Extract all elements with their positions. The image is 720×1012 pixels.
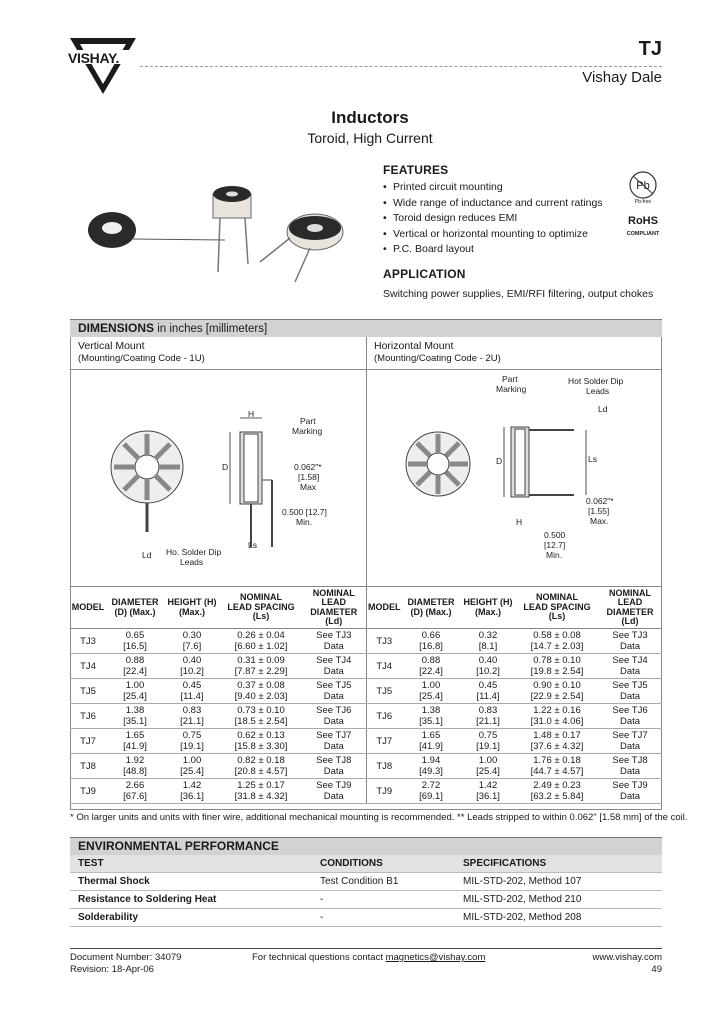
table-cell: 0.90 ± 0.10 [22.9 ± 2.54] bbox=[516, 679, 598, 704]
vertical-d-label: D bbox=[222, 462, 229, 472]
table-cell: 1.92 [48.8] bbox=[106, 754, 164, 779]
table-cell: 0.82 ± 0.18 [20.8 ± 4.57] bbox=[220, 754, 302, 779]
table-cell: See TJ7 Data bbox=[302, 729, 366, 754]
horizontal-leads-label: Hot Solder Dip bbox=[568, 376, 624, 386]
table-cell: 0.40 [10.2] bbox=[460, 654, 516, 679]
features-heading: FEATURES bbox=[383, 163, 449, 177]
vertical-mount-code: (Mounting/Coating Code - 1U) bbox=[78, 353, 205, 364]
horizontal-ld-label: Ld bbox=[598, 404, 608, 414]
env-test: Solderability bbox=[78, 912, 139, 923]
table-cell: See TJ5 Data bbox=[302, 679, 366, 704]
toroid-side-view bbox=[240, 432, 272, 547]
col-header-lead-spacing: NOMINAL LEAD SPACING (Ls) bbox=[220, 587, 302, 629]
toroid-edge-view bbox=[511, 427, 574, 497]
table-row bbox=[70, 754, 662, 779]
contact-prefix: For technical questions contact bbox=[252, 952, 386, 963]
table-cell: 0.78 ± 0.10 [19.8 ± 2.54] bbox=[516, 654, 598, 679]
table-cell: 1.65 [41.9] bbox=[402, 729, 460, 754]
toroid-front-view bbox=[111, 431, 183, 532]
footer-divider bbox=[70, 948, 662, 949]
table-cell: TJ7 bbox=[70, 729, 106, 754]
dimensions-title: DIMENSIONS bbox=[78, 321, 155, 335]
table-cell: 1.76 ± 0.18 [44.7 ± 4.57] bbox=[516, 754, 598, 779]
table-row bbox=[70, 704, 662, 729]
vertical-leads-label: Ho. Solder Dip bbox=[166, 547, 222, 557]
table-cell: 1.00 [25.4] bbox=[164, 754, 220, 779]
table-cell: 0.58 ± 0.08 [14.7 ± 2.03] bbox=[516, 629, 598, 654]
website-link[interactable]: www.vishay.com bbox=[592, 952, 662, 963]
table-cell: 0.83 [21.1] bbox=[164, 704, 220, 729]
product-photo bbox=[85, 182, 375, 292]
vertical-ld-label: Ld bbox=[142, 550, 152, 560]
env-conditions: Test Condition B1 bbox=[320, 876, 399, 887]
vertical-leads-label-2: Leads bbox=[180, 557, 204, 567]
vertical-part-marking-label-2: Marking bbox=[292, 426, 323, 436]
vertical-lead-spec-label: 0.062"* bbox=[294, 462, 322, 472]
col-header-model-2: MODEL bbox=[366, 587, 402, 629]
feature-item: • Vertical or horizontal mounting to optimize bbox=[383, 227, 623, 243]
table-cell: 1.38 [35.1] bbox=[106, 704, 164, 729]
table-cell: See TJ6 Data bbox=[302, 704, 366, 729]
dimensions-note: * On larger units and units with finer wire, additional mechanical mounting is recommended. ** Leads stripped to within 0.062" [1.58 mm] of the coil. bbox=[70, 812, 688, 823]
environmental-title: ENVIRONMENTAL PERFORMANCE bbox=[78, 839, 279, 853]
vertical-lead-len-label: 0.500 [12.7] bbox=[282, 507, 327, 517]
dimensions-table bbox=[70, 586, 662, 804]
col-header-lead-spacing-2: NOMINAL LEAD SPACING (Ls) bbox=[516, 587, 598, 629]
vertical-h-label: H bbox=[248, 409, 255, 419]
vertical-lead-spec-mm: [1.58] bbox=[298, 472, 320, 482]
table-cell: 1.38 [35.1] bbox=[402, 704, 460, 729]
dimensions-heading bbox=[78, 321, 267, 335]
table-cell: TJ4 bbox=[366, 654, 402, 679]
env-test: Thermal Shock bbox=[78, 876, 150, 887]
table-row bbox=[70, 779, 662, 804]
table-cell: 0.83 [21.1] bbox=[460, 704, 516, 729]
horizontal-leads-label-2: Leads bbox=[586, 386, 610, 396]
table-cell: 1.94 [49.3] bbox=[402, 754, 460, 779]
horizontal-lead-spec-max: Max. bbox=[590, 516, 609, 526]
env-test: Resistance to Soldering Heat bbox=[78, 894, 217, 905]
table-cell: TJ6 bbox=[366, 704, 402, 729]
table-cell: TJ3 bbox=[70, 629, 106, 654]
environmental-header-row bbox=[70, 855, 662, 873]
pb-free-icon bbox=[625, 170, 661, 204]
table-header-row bbox=[70, 587, 662, 629]
table-cell: 0.40 [10.2] bbox=[164, 654, 220, 679]
horizontal-mount-title: Horizontal Mount bbox=[374, 340, 454, 352]
env-spec: MIL-STD-202, Method 208 bbox=[463, 912, 582, 923]
environmental-heading bbox=[78, 839, 279, 853]
feature-item: • Printed circuit mounting bbox=[383, 180, 623, 196]
table-cell: 0.65 [16.5] bbox=[106, 629, 164, 654]
table-cell: 0.30 [7.6] bbox=[164, 629, 220, 654]
contact-line bbox=[252, 952, 485, 963]
table-cell: See TJ4 Data bbox=[302, 654, 366, 679]
table-row bbox=[70, 679, 662, 704]
page-title: Inductors bbox=[331, 108, 409, 127]
dimensions-units: in inches [millimeters] bbox=[157, 323, 268, 335]
env-col-specifications: SPECIFICATIONS bbox=[463, 858, 547, 869]
feature-item: • Wide range of inductance and current ratings bbox=[383, 196, 623, 212]
vertical-ls-label: Ls bbox=[248, 540, 257, 550]
env-col-conditions: CONDITIONS bbox=[320, 858, 383, 869]
feature-item: • P.C. Board layout bbox=[383, 242, 623, 258]
rohs-compliant: COMPLIANT bbox=[626, 231, 660, 237]
table-cell: 1.65 [41.9] bbox=[106, 729, 164, 754]
table-cell: See TJ3 Data bbox=[302, 629, 366, 654]
table-cell: TJ5 bbox=[366, 679, 402, 704]
horizontal-mount-code: (Mounting/Coating Code - 2U) bbox=[374, 353, 501, 364]
vertical-lead-len-min: Min. bbox=[296, 517, 313, 527]
env-spec: MIL-STD-202, Method 107 bbox=[463, 876, 582, 887]
table-cell: TJ8 bbox=[70, 754, 106, 779]
revision: Revision: 18-Apr-06 bbox=[70, 964, 154, 975]
table-cell: 1.48 ± 0.17 [37.6 ± 4.32] bbox=[516, 729, 598, 754]
features-list bbox=[383, 180, 623, 258]
table-cell: 0.88 [22.4] bbox=[106, 654, 164, 679]
toroid-top-view bbox=[406, 432, 470, 496]
table-cell: 2.72 [69.1] bbox=[402, 779, 460, 804]
vertical-lead-spec-max: Max bbox=[300, 482, 317, 492]
table-cell: See TJ3 Data bbox=[598, 629, 662, 654]
pb-label: Pb bbox=[636, 180, 650, 192]
col-header-model: MODEL bbox=[70, 587, 106, 629]
vertical-mount-title: Vertical Mount bbox=[78, 340, 145, 352]
table-cell: 1.25 ± 0.17 [31.8 ± 4.32] bbox=[220, 779, 302, 804]
table-cell: 1.22 ± 0.16 [31.0 ± 4.06] bbox=[516, 704, 598, 729]
table-cell: 1.42 [36.1] bbox=[164, 779, 220, 804]
table-cell: 0.45 [11.4] bbox=[460, 679, 516, 704]
mount-header-divider bbox=[70, 369, 662, 370]
pb-free-label: Pb-free bbox=[634, 199, 652, 204]
vertical-part-marking-label: Part bbox=[300, 416, 316, 426]
table-cell: TJ8 bbox=[366, 754, 402, 779]
horizontal-lead-len-label: 0.500 bbox=[544, 530, 566, 540]
horizontal-lead-spec-mm: [1.55] bbox=[588, 506, 610, 516]
vishay-brand: VISHAY. bbox=[68, 50, 120, 66]
table-cell: TJ3 bbox=[366, 629, 402, 654]
table-cell: 0.75 [19.1] bbox=[460, 729, 516, 754]
horizontal-lead-len-min: Min. bbox=[546, 550, 563, 560]
table-cell: TJ7 bbox=[366, 729, 402, 754]
table-cell: 0.88 [22.4] bbox=[402, 654, 460, 679]
table-cell: 1.00 [25.4] bbox=[402, 679, 460, 704]
table-row bbox=[70, 873, 662, 891]
col-header-lead-diameter: NOMINAL LEAD DIAMETER (Ld) bbox=[302, 587, 366, 629]
table-cell: 2.49 ± 0.23 [63.2 ± 5.84] bbox=[516, 779, 598, 804]
table-cell: See TJ5 Data bbox=[598, 679, 662, 704]
dimensions-column-divider bbox=[366, 337, 367, 586]
horizontal-part-marking-label: Part bbox=[502, 374, 518, 384]
application-text: Switching power supplies, EMI/RFI filtering, output chokes bbox=[383, 288, 654, 300]
horizontal-lead-len-mm: [12.7] bbox=[544, 540, 566, 550]
table-cell: 0.45 [11.4] bbox=[164, 679, 220, 704]
division-name: Vishay Dale bbox=[582, 69, 662, 86]
table-cell: TJ9 bbox=[70, 779, 106, 804]
col-header-height: HEIGHT (H) (Max.) bbox=[164, 587, 220, 629]
table-cell: 0.37 ± 0.08 [9.40 ± 2.03] bbox=[220, 679, 302, 704]
rohs-label: RoHS bbox=[628, 215, 658, 227]
vertical-mount-drawing bbox=[72, 372, 364, 584]
feature-item: • Toroid design reduces EMI bbox=[383, 211, 623, 227]
horizontal-ls-label: Ls bbox=[588, 454, 597, 464]
table-cell: 2.66 [67.6] bbox=[106, 779, 164, 804]
env-conditions: - bbox=[320, 912, 324, 923]
table-cell: See TJ7 Data bbox=[598, 729, 662, 754]
table-cell: 1.00 [25.4] bbox=[106, 679, 164, 704]
table-cell: See TJ6 Data bbox=[598, 704, 662, 729]
doc-number: Document Number: 34079 bbox=[70, 952, 182, 963]
table-row bbox=[70, 729, 662, 754]
table-cell: 0.62 ± 0.13 [15.8 ± 3.30] bbox=[220, 729, 302, 754]
table-row bbox=[70, 654, 662, 679]
horizontal-part-marking-label-2: Marking bbox=[496, 384, 527, 394]
table-cell: TJ9 bbox=[366, 779, 402, 804]
col-header-lead-diameter-2: NOMINAL LEAD DIAMETER (Ld) bbox=[598, 587, 662, 629]
table-cell: 0.31 ± 0.09 [7.87 ± 2.29] bbox=[220, 654, 302, 679]
table-cell: See TJ8 Data bbox=[302, 754, 366, 779]
horizontal-lead-spec-label: 0.062"* bbox=[586, 496, 614, 506]
env-spec: MIL-STD-202, Method 210 bbox=[463, 894, 582, 905]
table-cell: 0.73 ± 0.10 [18.5 ± 2.54] bbox=[220, 704, 302, 729]
table-cell: TJ4 bbox=[70, 654, 106, 679]
table-cell: 1.00 [25.4] bbox=[460, 754, 516, 779]
table-cell: See TJ8 Data bbox=[598, 754, 662, 779]
table-cell: See TJ9 Data bbox=[598, 779, 662, 804]
table-row bbox=[70, 629, 662, 654]
col-header-diameter-2: DIAMETER (D) (Max.) bbox=[402, 587, 460, 629]
horizontal-d-label: D bbox=[496, 456, 503, 466]
table-cell: 0.32 [8.1] bbox=[460, 629, 516, 654]
horizontal-h-label: H bbox=[516, 517, 523, 527]
vishay-logo bbox=[68, 36, 138, 96]
env-col-test: TEST bbox=[78, 858, 104, 869]
env-conditions: - bbox=[320, 894, 324, 905]
application-heading: APPLICATION bbox=[383, 267, 466, 281]
series-code: TJ bbox=[638, 38, 662, 60]
table-cell: 1.42 [36.1] bbox=[460, 779, 516, 804]
table-cell: 0.26 ± 0.04 [6.60 ± 1.02] bbox=[220, 629, 302, 654]
horizontal-mount-drawing bbox=[368, 372, 660, 584]
table-cell: See TJ4 Data bbox=[598, 654, 662, 679]
table-row bbox=[70, 909, 662, 927]
table-cell: TJ6 bbox=[70, 704, 106, 729]
table-cell: TJ5 bbox=[70, 679, 106, 704]
page-number: 49 bbox=[651, 964, 662, 975]
table-cell: See TJ9 Data bbox=[302, 779, 366, 804]
page-subtitle: Toroid, High Current bbox=[307, 130, 433, 146]
table-cell: 0.66 [16.8] bbox=[402, 629, 460, 654]
dimensions-table-body bbox=[70, 629, 662, 804]
contact-email-link[interactable]: magnetics@vishay.com bbox=[385, 952, 486, 963]
table-cell: 0.75 [19.1] bbox=[164, 729, 220, 754]
col-header-height-2: HEIGHT (H) (Max.) bbox=[460, 587, 516, 629]
header-divider bbox=[140, 66, 662, 67]
col-header-diameter: DIAMETER (D) (Max.) bbox=[106, 587, 164, 629]
table-row bbox=[70, 891, 662, 909]
